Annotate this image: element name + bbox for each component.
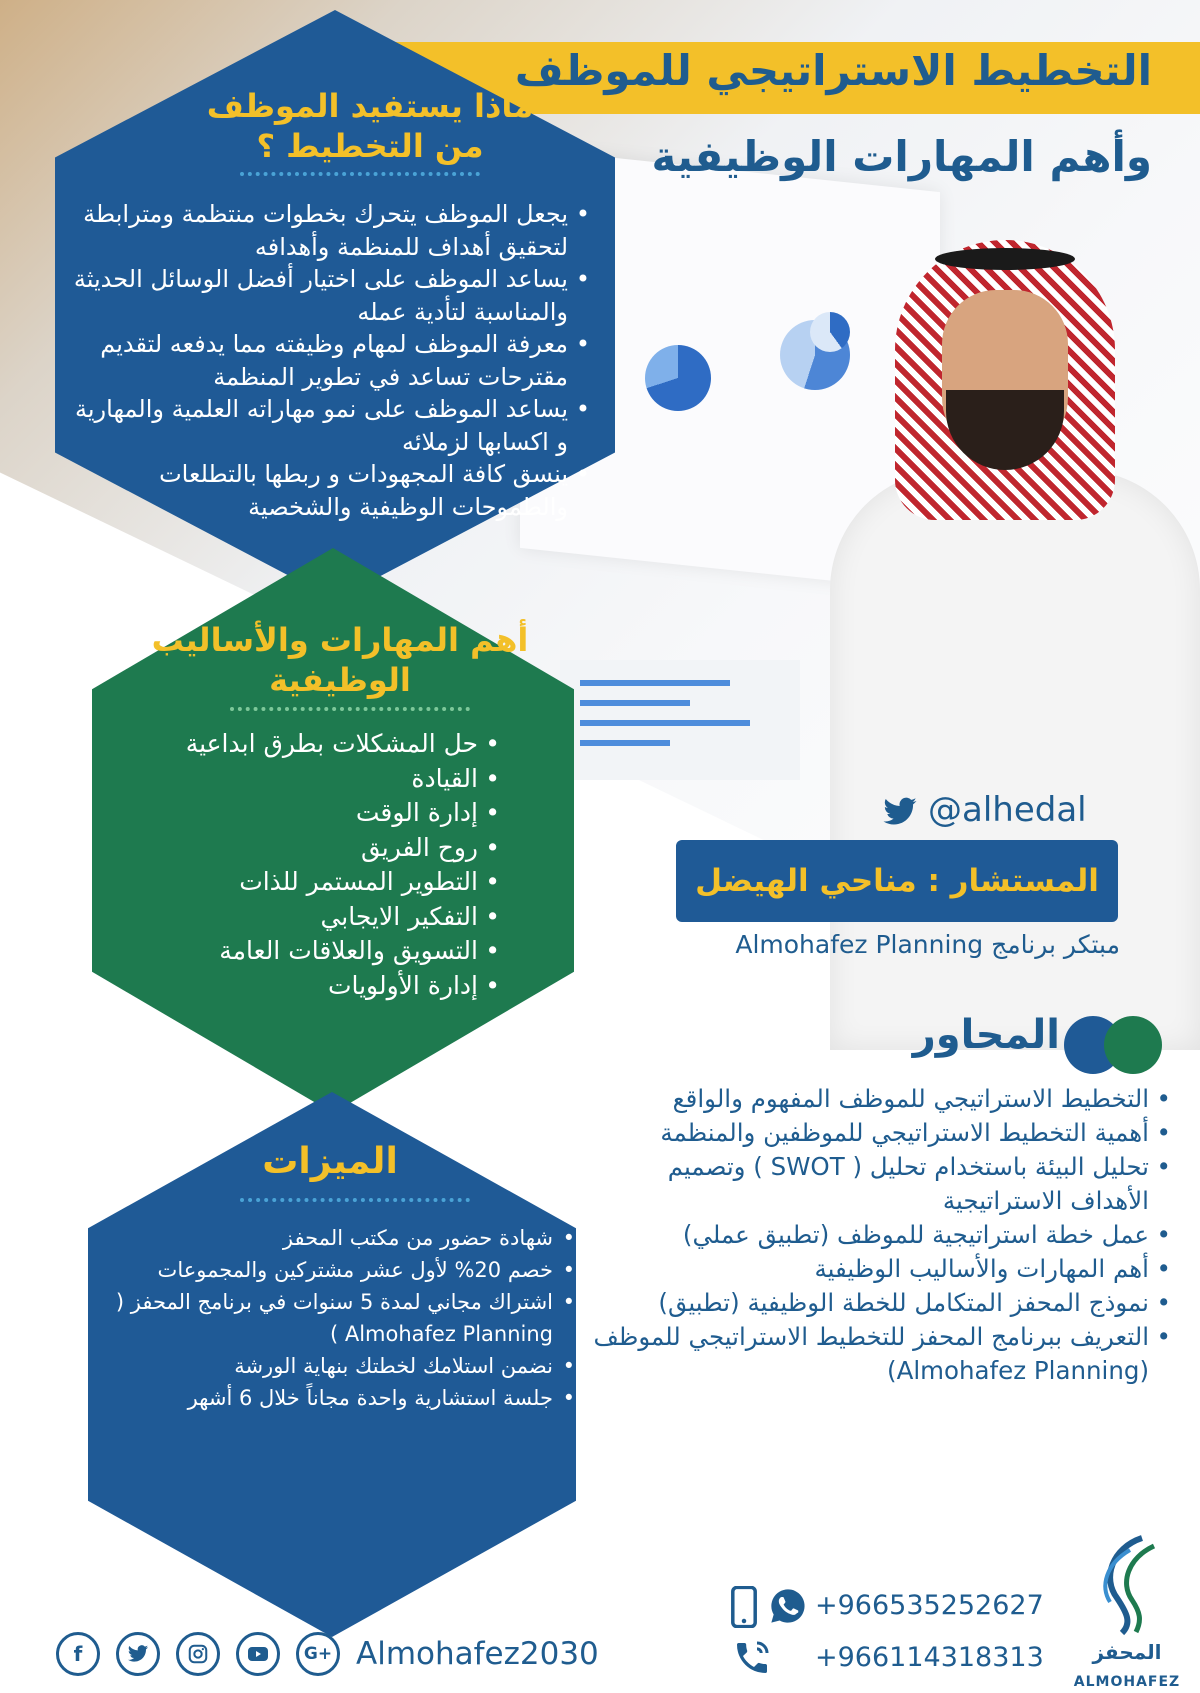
list-item: • التخطيط الاستراتيجي للموظف المفهوم والواقع (585, 1082, 1171, 1116)
mobile-phone-icon (730, 1586, 758, 1628)
list-item: • أهمية التخطيط الاستراتيجي للموظفين والمنظمة (585, 1116, 1171, 1150)
twitter-icon[interactable] (116, 1632, 160, 1676)
instagram-icon[interactable] (176, 1632, 220, 1676)
list-item: • تحليل البيئة باستخدام تحليل ( SWOT ) وتصميم الأهداف الاستراتيجية (585, 1150, 1171, 1218)
skills-list (140, 727, 500, 1003)
twitter-handle[interactable] (880, 790, 1120, 834)
facebook-icon[interactable]: f (56, 1632, 100, 1676)
phone-icon (730, 1638, 774, 1678)
list-item: • إدارة الوقت (140, 796, 500, 831)
skills-title: أهم المهارات والأساليب الوظيفية (151, 621, 529, 699)
list-item: • نضمن استلامك لخطتك بنهاية الورشة (115, 1350, 575, 1382)
handle-text: @alhedal (928, 790, 1087, 830)
list-item: • خصم 20% لأول عشر مشتركين والمجموعات (115, 1254, 575, 1286)
landline-number: +966114318313 (815, 1642, 1044, 1673)
features-list (115, 1222, 575, 1414)
consultant-title: مبتكر برنامج Almohafez Planning (735, 930, 1120, 959)
list-item: • أهم المهارات والأساليب الوظيفية (585, 1252, 1171, 1286)
axes-list (585, 1082, 1171, 1388)
benefits-title: ماذا يستفيد الموظف من التخطيط ؟ (206, 87, 534, 165)
landline-contact[interactable] (730, 1636, 1070, 1682)
list-item: • اشتراك مجاني لمدة 5 سنوات في برنامج المحفز ( Almohafez Planning ) (115, 1286, 575, 1350)
list-item: • جلسة استشارية واحدة مجاناً خلال 6 أشهر (115, 1382, 575, 1414)
list-item: • التطوير المستمر للذات (140, 865, 500, 900)
list-item: • ينسق كافة المجهودات و ربطها بالتطلعات والطموحات الوظيفية والشخصية (70, 458, 590, 523)
twitter-icon (880, 794, 920, 830)
logo-arabic: المحفز (1092, 1640, 1162, 1664)
thobe (830, 470, 1200, 1050)
youtube-icon[interactable] (236, 1632, 280, 1676)
page-subtitle: وأهم المهارات الوظيفية (651, 132, 1152, 181)
mobile-contact[interactable] (730, 1584, 1070, 1630)
list-item: • نموذج المحفز المتكامل للخطة الوظيفية (تطبيق) (585, 1286, 1171, 1320)
social-handle[interactable]: Almohafez2030 (356, 1636, 599, 1672)
list-item: • التفكير الايجابي (140, 900, 500, 935)
axes-header (910, 1012, 1180, 1082)
logo-english: ALMOHAFEZ (1073, 1674, 1181, 1690)
list-item: • معرفة الموظف لمهام وظيفته مما يدفعه لتقديم مقترحات تساعد في تطوير المنظمة (70, 328, 590, 393)
list-item: • عمل خطة استراتيجية للموظف (تطبيق عملي) (585, 1218, 1171, 1252)
list-item: • يجعل الموظف يتحرك بخطوات منتظمة ومترابطة لتحقيق أهداف للمنظمة وأهدافه (70, 198, 590, 263)
list-item: • روح الفريق (140, 831, 500, 866)
mobile-number: +966535252627 (815, 1590, 1044, 1621)
benefits-divider (240, 172, 480, 176)
social-links (56, 1632, 616, 1684)
agal (935, 248, 1075, 270)
axes-title: المحاور (912, 1012, 1060, 1058)
list-item: • التعريف ببرنامج المحفز للتخطيط الاستراتيجي للموظف (Almohafez Planning) (585, 1320, 1171, 1388)
google-plus-icon[interactable]: G+ (296, 1632, 340, 1676)
whatsapp-icon (768, 1586, 808, 1626)
list-item: • القيادة (140, 762, 500, 797)
background-pie-chart (645, 345, 711, 411)
features-title: الميزات (262, 1141, 398, 1182)
list-item: • التسويق والعلاقات العامة (140, 934, 500, 969)
background-bar-chart (560, 660, 800, 780)
benefits-list (70, 198, 590, 523)
skills-divider (230, 707, 470, 711)
list-item: • يساعد الموظف على نمو مهاراته العلمية والمهارية و اكسابها لزملائه (70, 393, 590, 458)
almohafez-logo (1072, 1528, 1182, 1688)
list-item: • يساعد الموظف على اختيار أفضل الوسائل الحديثة والمناسبة لتأدية عمله (70, 263, 590, 328)
list-item: • حل المشكلات بطرق ابداعية (140, 727, 500, 762)
list-item: • إدارة الأولويات (140, 969, 500, 1004)
list-item: • شهادة حضور من مكتب المحفز (115, 1222, 575, 1254)
consultant-name: المستشار : مناحي الهيضل (676, 840, 1118, 922)
logo-mark-icon (1072, 1528, 1182, 1638)
green-circle-icon (1104, 1016, 1162, 1074)
features-divider (240, 1198, 470, 1202)
page-title: التخطيط الاستراتيجي للموظف (514, 46, 1152, 95)
